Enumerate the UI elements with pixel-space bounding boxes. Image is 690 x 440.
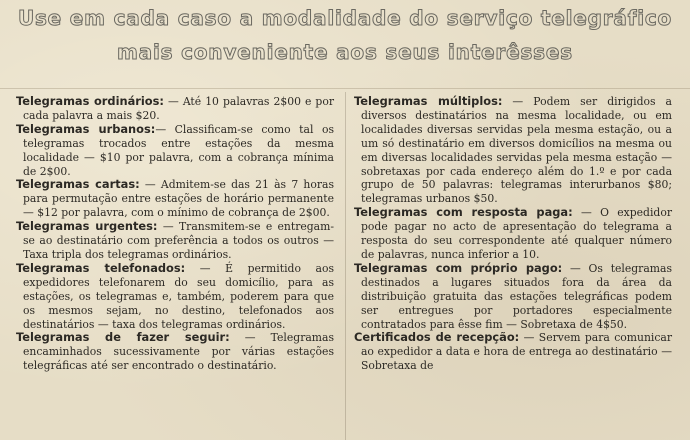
entry-text: — Podem ser dirigidos a diversos destinatários na mesma localidade, ou em localidades diversas servidas pela mesma estação, ou a um só destinatário em diversos domicílios na mesma ou em diversas localidades servidas pela mesma estação — sobretaxas por cada endereço além do 1.º e por cada grupo de 50 palavras: telegramas interurbanos $80; telegramas urbanos $50. <box>361 95 672 206</box>
entry-telegramas-urgentes <box>16 220 334 262</box>
entry-text: — Classificam-se como tal os telegramas trocados entre estações da mesma localidade — $10 por palavra, com a cobrança mínima de 2$00. <box>23 122 334 178</box>
entry-telegramas-multiplos <box>354 95 672 206</box>
entry-telegramas-fazer-seguir <box>16 331 334 373</box>
entry-term: Certificados de recepção: <box>354 330 520 345</box>
entry-text: — Servem para comunicar ao expedidor a data e hora de entrega ao destinatário — Sobretaxa de <box>361 331 672 373</box>
entry-telegramas-resposta-paga <box>354 206 672 262</box>
entry-telegramas-ordinarios <box>16 95 334 123</box>
entry-term: Telegramas telefonados: <box>16 260 186 275</box>
entry-telegramas-cartas <box>16 178 334 220</box>
paper-fold-line <box>0 88 690 89</box>
entry-term: Telegramas cartas: <box>16 177 140 192</box>
entry-text: — Admitem-se das 21 às 7 horas para permutação entre estações de horário permanente — $12 por palavra, com o mínimo de cobrança de 2$00. <box>23 178 334 220</box>
column-gutter <box>345 92 346 440</box>
entry-term: Telegramas com próprio pago: <box>354 260 563 275</box>
entry-term: Telegramas urbanos: <box>16 121 156 136</box>
entry-certificados-recepcao <box>354 331 672 373</box>
entry-text: — Telegramas encaminhados sucessivamente por várias estações telegráficas até ser encontrado o destinatário. <box>23 331 335 373</box>
entry-text: — Os telegramas destinados a lugares situados fora da área da distribuição gratuita das estações telegráficas podem ser entregues por portadores especialmente contratados para êsse fim — Sobretaxa de 4$50. <box>361 261 672 331</box>
entry-telegramas-telefonados <box>16 262 334 332</box>
entry-text: — Transmitem-se e entregam-se ao destinatário com preferência a todos os outros — Taxa tripla dos telegramas ordinários. <box>23 220 334 261</box>
entry-term: Telegramas com resposta paga: <box>354 205 573 220</box>
heading-line-1: Use em cada caso a modalidade do serviço telegráfico <box>17 6 673 30</box>
entry-telegramas-proprio-pago <box>354 262 672 332</box>
entry-telegramas-urbanos <box>16 123 334 179</box>
entry-term: Telegramas ordinários: <box>16 94 164 108</box>
entry-text: — É permitido aos expedidores telefonarem do seu domicílio, para as estações, os telegramas e, também, poderem para que os mesmos sejam, no destino, telefonados aos destinatários — taxa dos telegramas ordinários. <box>23 261 334 331</box>
entry-term: Telegramas múltiplos: <box>354 94 503 108</box>
entry-term: Telegramas de fazer seguir: <box>16 330 230 345</box>
entry-text: — Até 10 palavras 2$00 e por cada palavra a mais $20. <box>23 95 334 122</box>
right-column <box>354 95 672 373</box>
heading-line-2: mais conveniente aos seus interêsses <box>117 40 573 64</box>
entry-text: — O expedidor pode pagar no acto de apresentação do telegrama a resposta do seu correspondente até qualquer número de palavras, nunca inferior a 10. <box>361 206 672 261</box>
entry-term: Telegramas urgentes: <box>16 219 158 234</box>
left-column <box>16 95 334 373</box>
